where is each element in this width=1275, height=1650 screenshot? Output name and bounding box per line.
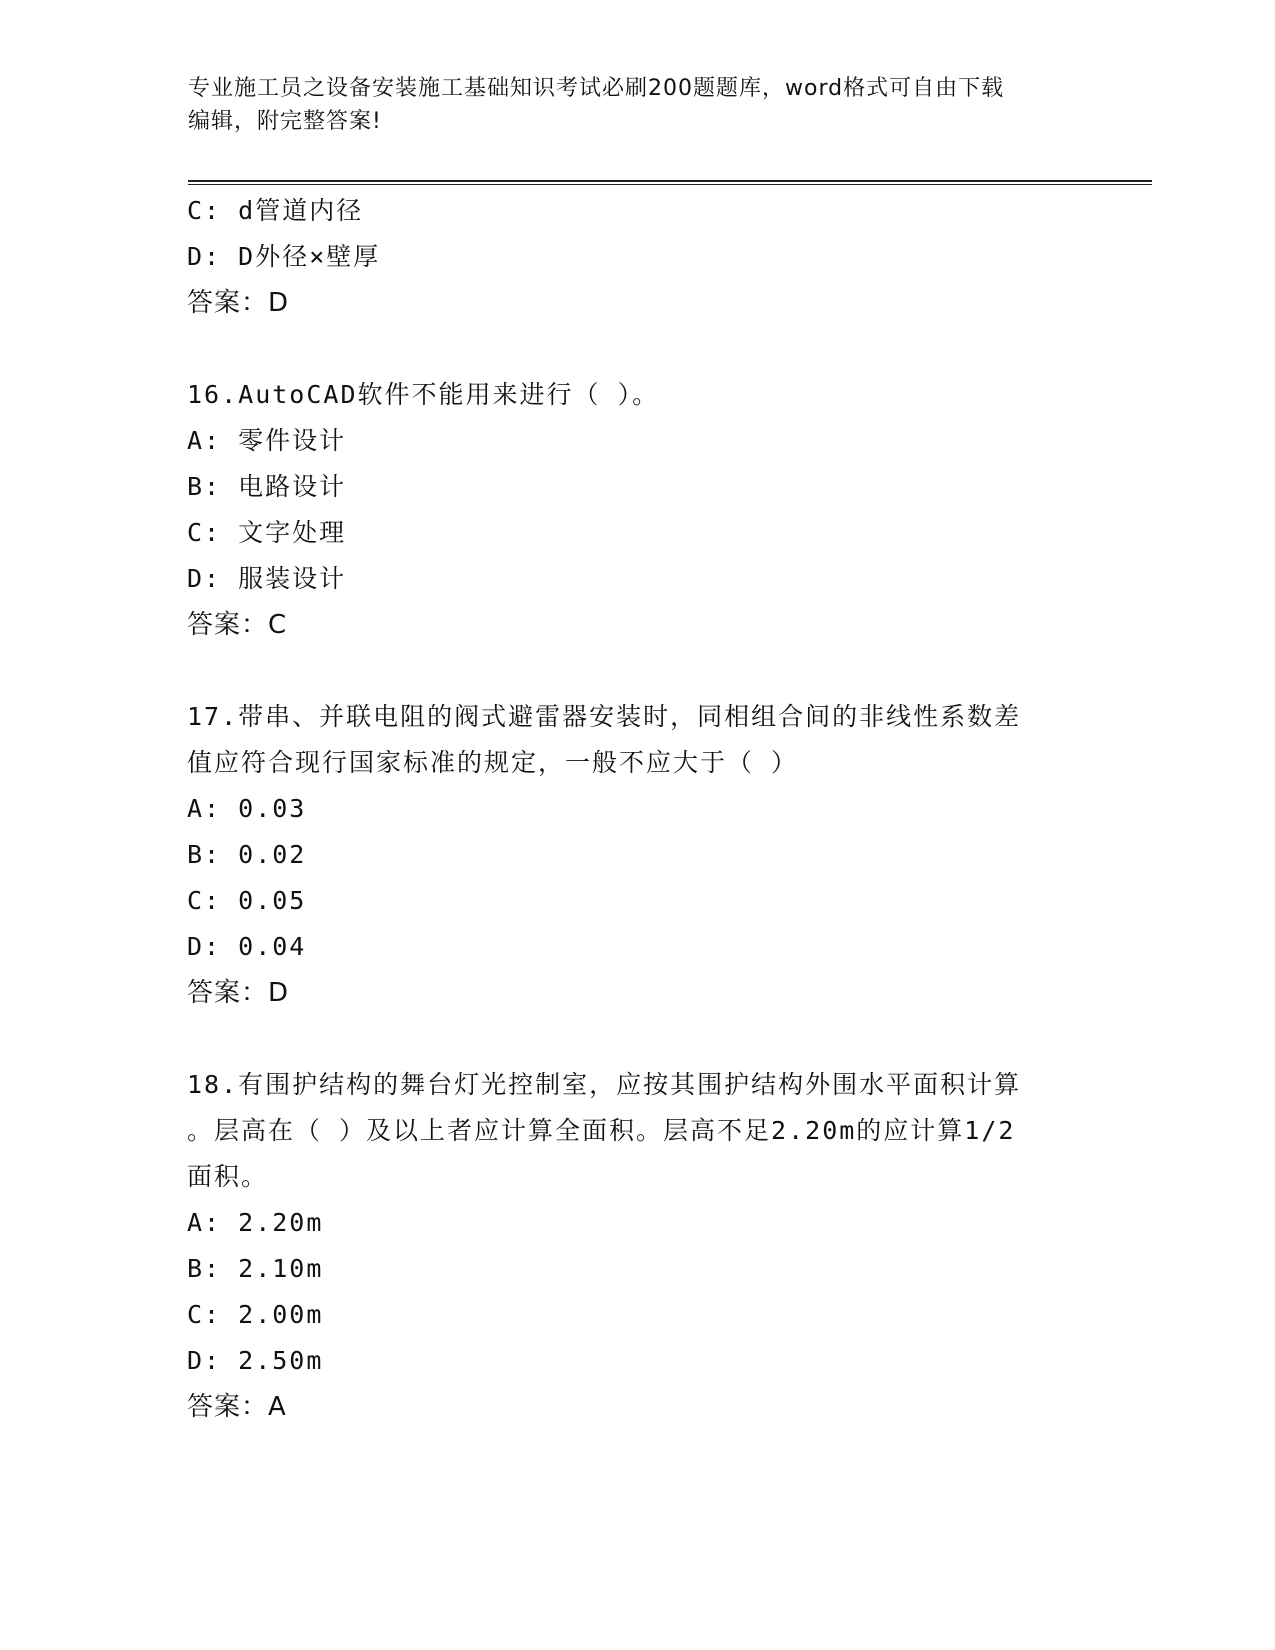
header-rule-thick bbox=[188, 180, 1152, 182]
option-b: B: 0.02 bbox=[187, 840, 307, 869]
option-d: D: 2.50m bbox=[187, 1346, 324, 1375]
header-line-1: 专业施工员之设备安装施工基础知识考试必刷200题题库，word格式可自由下载 bbox=[188, 76, 1005, 101]
option-a: A: 2.20m bbox=[187, 1208, 324, 1237]
option-c: C: 文字处理 bbox=[187, 518, 347, 547]
question-17-line-2: 值应符合现行国家标准的规定，一般不应大于（ ） bbox=[187, 748, 799, 777]
answer: 答案：C bbox=[187, 610, 288, 640]
option-d: D: D外径×壁厚 bbox=[187, 242, 381, 271]
spacer bbox=[187, 326, 1087, 372]
spacer bbox=[187, 648, 1087, 694]
option-d: D: 服装设计 bbox=[187, 564, 347, 593]
option-a: A: 0.03 bbox=[187, 794, 307, 823]
question-18-line-2: 。层高在（ ）及以上者应计算全面积。层高不足2.20m的应计算1/2 bbox=[187, 1116, 1016, 1145]
question-16-text: 16.AutoCAD软件不能用来进行（ ）。 bbox=[187, 380, 660, 409]
option-b: B: 2.10m bbox=[187, 1254, 324, 1283]
question-18-line-3: 面积。 bbox=[187, 1162, 269, 1191]
header-line-2: 编辑，附完整答案! bbox=[188, 109, 382, 134]
option-c: C: d管道内径 bbox=[187, 196, 364, 225]
question-content bbox=[187, 188, 1087, 1430]
option-a: A: 零件设计 bbox=[187, 426, 347, 455]
answer: 答案：A bbox=[187, 1392, 287, 1422]
option-c: C: 0.05 bbox=[187, 886, 307, 915]
option-b: B: 电路设计 bbox=[187, 472, 347, 501]
answer: 答案：D bbox=[187, 978, 290, 1008]
option-c: C: 2.00m bbox=[187, 1300, 324, 1329]
question-18-line-1: 18.有围护结构的舞台灯光控制室，应按其围护结构外围水平面积计算 bbox=[187, 1070, 1022, 1099]
option-d: D: 0.04 bbox=[187, 932, 307, 961]
header-rule-thin bbox=[188, 184, 1152, 185]
question-17-line-1: 17.带串、并联电阻的阀式避雷器安装时，同相组合间的非线性系数差 bbox=[187, 702, 1022, 731]
spacer bbox=[187, 1016, 1087, 1062]
answer: 答案：D bbox=[187, 288, 290, 318]
document-header bbox=[188, 72, 1068, 138]
